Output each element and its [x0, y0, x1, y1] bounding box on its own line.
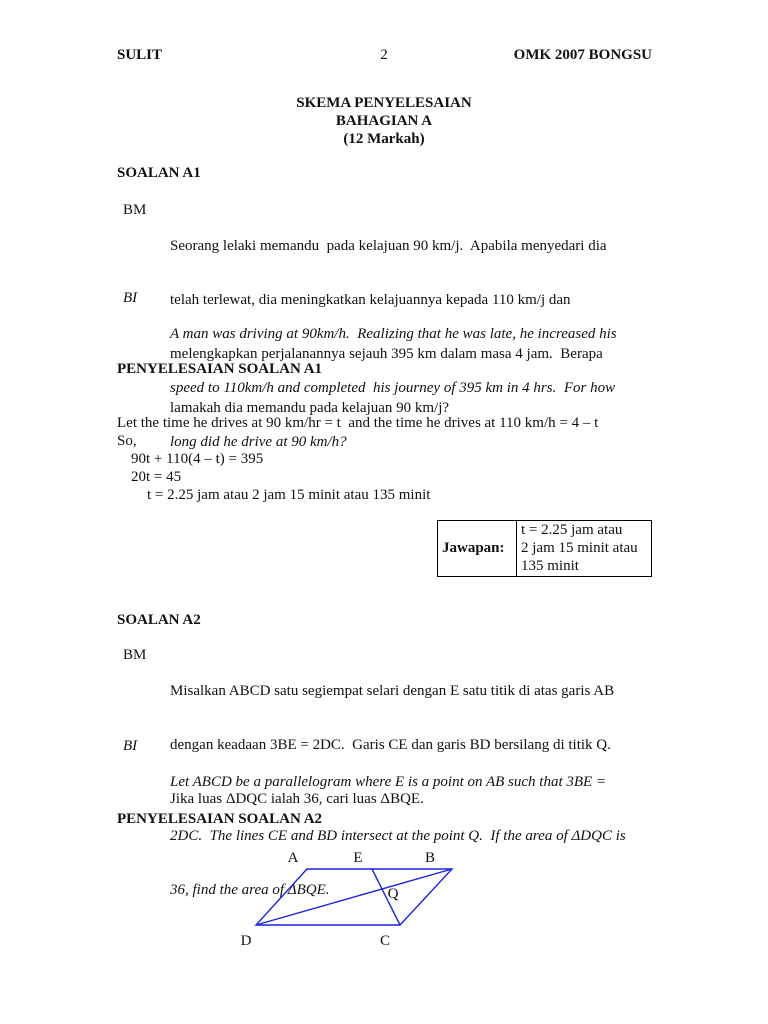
language-label-bm: BM	[123, 647, 147, 663]
solution-line: Let the time he drives at 90 km/hr = t and the time he drives at 110 km/h = 4 – t	[117, 415, 599, 431]
answer-line: 2 jam 15 minit atau	[521, 540, 638, 556]
solution-a2-heading: PENYELESAIAN SOALAN A2	[117, 811, 323, 827]
solution-line: So,	[117, 433, 137, 449]
title-line: (12 Markah)	[343, 131, 425, 147]
point-label-q: Q	[387, 886, 399, 902]
answer-box	[437, 520, 652, 577]
point-label-e: E	[353, 850, 363, 866]
text-line: lamakah dia memandu pada kelajuan 90 km/j?	[170, 400, 450, 416]
solution-equation: 20t = 45	[131, 469, 182, 485]
title-line: SKEMA PENYELESAIAN	[296, 95, 472, 111]
answer-label: Jawapan:	[442, 540, 505, 556]
page-number: 2	[380, 47, 388, 63]
language-label-bi: BI	[123, 738, 138, 754]
text-line: 2DC. The lines CE and BD intersect at the point Q. If the area of ΔDQC is	[170, 828, 626, 844]
header-exam-name: OMK 2007 BONGSU	[513, 47, 652, 63]
solution-a1-heading: PENYELESAIAN SOALAN A1	[117, 361, 323, 377]
page-title	[0, 94, 768, 148]
text-line: melengkapkan perjalanannya sejauh 395 km dalam masa 4 jam. Berapa	[170, 346, 603, 362]
text-line: telah terlewat, dia meningkatkan kelajuannya kepada 110 km/j dan	[170, 292, 571, 308]
text-line: Let ABCD be a parallelogram where E is a point on AB such that 3BE =	[170, 774, 607, 790]
language-label-bi: BI	[123, 290, 138, 306]
text-line: Misalkan ABCD satu segiempat selari dengan E satu titik di atas garis AB	[170, 683, 615, 699]
text-line: Seorang lelaki memandu pada kelajuan 90 km/j. Apabila menyedari dia	[170, 238, 607, 254]
answer-line: t = 2.25 jam atau	[521, 522, 623, 538]
title-line: BAHAGIAN A	[335, 113, 433, 129]
question-a1-heading: SOALAN A1	[117, 165, 201, 181]
header-classification: SULIT	[117, 47, 163, 63]
vertex-label-a: A	[287, 850, 299, 866]
language-label-bm: BM	[123, 202, 147, 218]
answer-box-divider	[516, 521, 517, 576]
question-a2-heading: SOALAN A2	[117, 612, 201, 628]
vertex-label-b: B	[424, 850, 436, 866]
parallelogram-diagram	[230, 845, 470, 955]
text-line: A man was driving at 90km/h. Realizing that he was late, he increased his	[170, 326, 617, 342]
text-line: dengan keadaan 3BE = 2DC. Garis CE dan garis BD bersilang di titik Q.	[170, 737, 611, 753]
text-line: Jika luas ΔDQC ialah 36, cari luas ΔBQE.	[170, 791, 424, 807]
solution-equation: 90t + 110(4 – t) = 395	[131, 451, 264, 467]
diagonal-bd	[256, 869, 452, 925]
answer-value	[521, 521, 638, 575]
answer-line: 135 minit	[521, 558, 579, 574]
text-line: speed to 110km/h and completed his journey of 395 km in 4 hrs. For how	[170, 380, 616, 396]
vertex-label-d: D	[240, 933, 252, 949]
solution-result: t = 2.25 jam atau 2 jam 15 minit atau 135 minit	[147, 487, 431, 503]
text-line: long did he drive at 90 km/h?	[170, 434, 347, 450]
text-line: 36, find the area of ΔBQE.	[170, 882, 330, 898]
vertex-label-c: C	[379, 933, 391, 949]
